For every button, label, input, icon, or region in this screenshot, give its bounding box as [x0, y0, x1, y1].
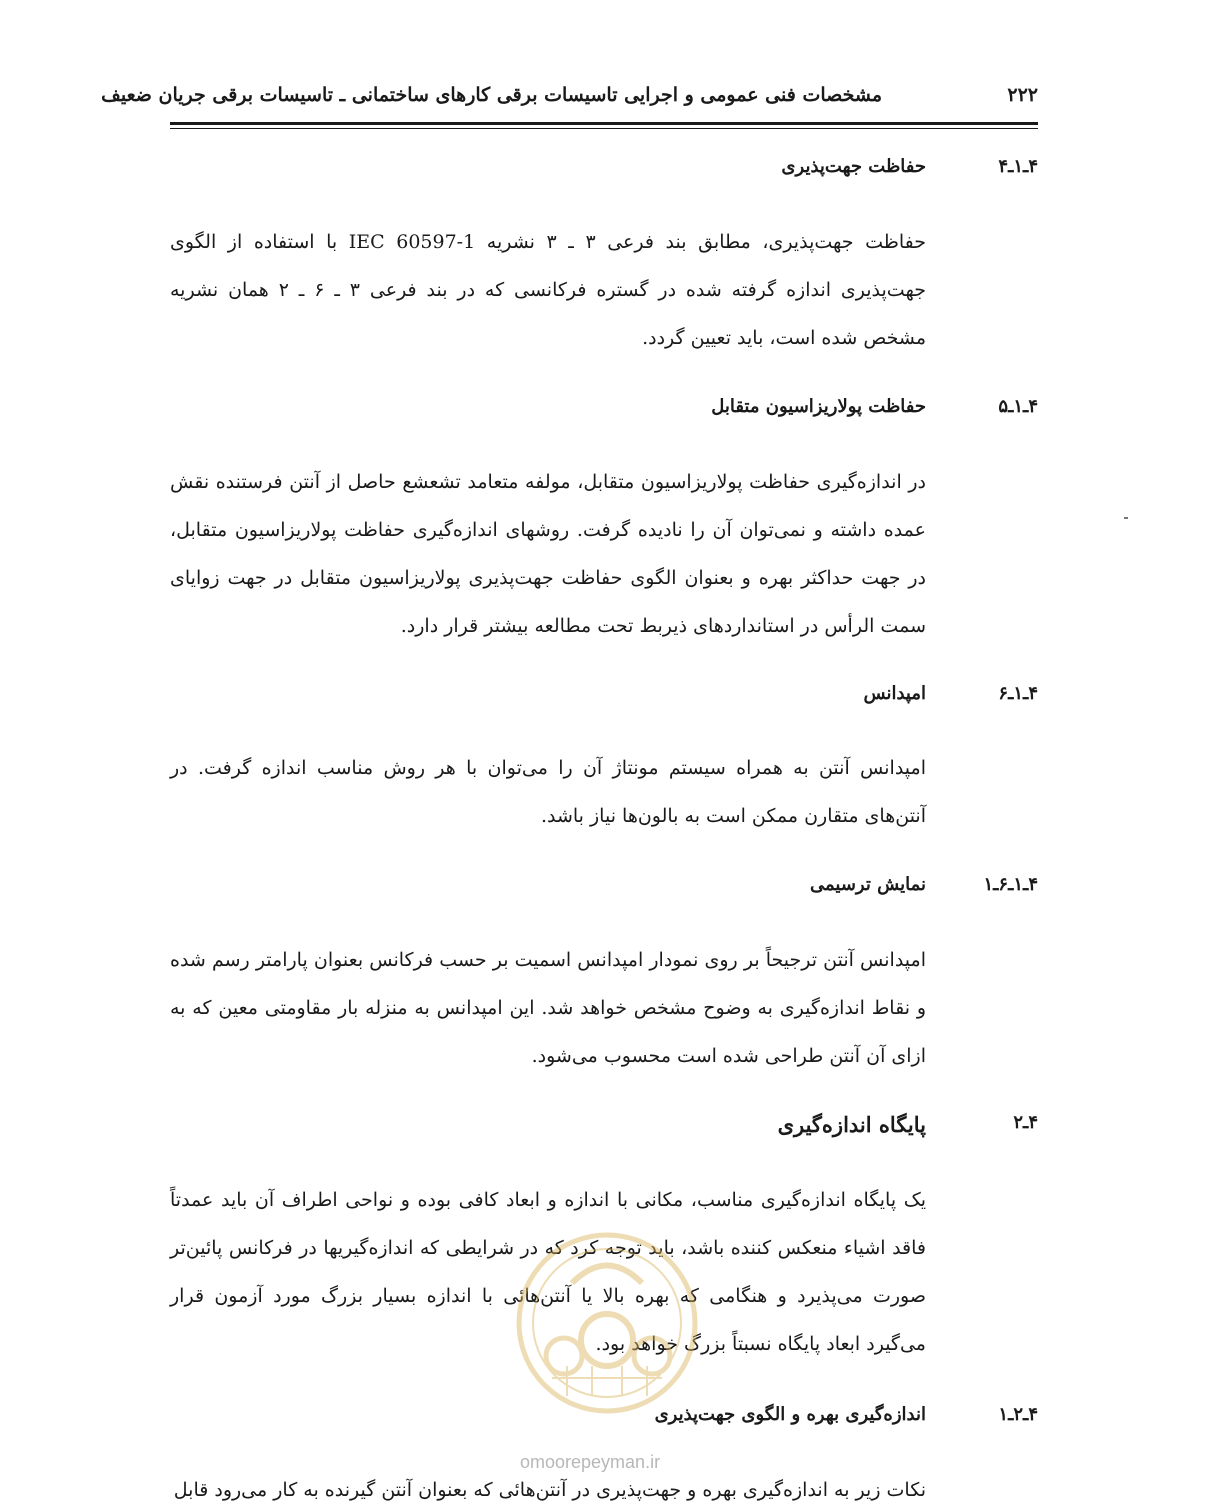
scan-mark: [1124, 517, 1128, 519]
section-body-4-2-1: نکات زیر به اندازه‌گیری بهره و جهت‌پذیری در آنتن‌هائی که بعنوان آنتن گیرنده به کار می‌رود قابل: [173, 1479, 926, 1501]
section-title: حفاظت جهت‌پذیری: [781, 156, 926, 177]
header-rule-thin: [170, 128, 1038, 129]
section-title: نمایش ترسیمی: [810, 874, 926, 895]
page-number: ۲۲۲: [1007, 84, 1038, 106]
section-number: ۴ـ۱ـ۶: [998, 683, 1038, 704]
header-rule-thick: [170, 122, 1038, 125]
section-number: ۴ـ۱ـ۵: [998, 396, 1038, 417]
running-header: [101, 84, 1038, 114]
section-title: امپدانس: [863, 683, 926, 704]
section-title: اندازه‌گیری بهره و الگوی جهت‌پذیری: [654, 1404, 926, 1425]
section-number: ۴ـ۲: [1013, 1112, 1038, 1133]
section-body-4-2: یک پایگاه اندازه‌گیری مناسب، مکانی با اندازه و ابعاد کافی بوده و نواحی اطراف آن باید عمدتاً فاقد اشیاء منعکس کننده باشد، باید توجه کرد که در شرایطی که اندازه‌گیریها در فرکانس پائین‌تر صورت می‌پذیرد و هنگامی که بهره بالا یا آنتن‌هائی با اندازه بسیار بزرگ مورد آزمون قرار می‌گیرد ابعاد پایگاه نسبتاً بزرگ خواهد بود.: [170, 1189, 926, 1355]
section-body-4-1-6-1: امپدانس آنتن ترجیحاً بر روی نمودار امپدانس اسمیت بر حسب فرکانس بعنوان پارامتر رسم شده و نقاط اندازه‌گیری به وضوح مشخص خواهد شد. این امپدانس به منزله بار مقاومتی معین که به ازای آن آنتن طراحی شده است محسوب می‌شود.: [170, 949, 926, 1067]
section-title: پایگاه اندازه‌گیری: [777, 1112, 926, 1137]
section-number: ۴ـ۱ـ۶ـ۱: [983, 874, 1038, 895]
section-title: حفاظت پولاریزاسیون متقابل: [711, 396, 926, 417]
section-body-4-1-4: حفاظت جهت‌پذیری، مطابق بند فرعی ۳ ـ ۳ نشریه IEC 60597-1 با استفاده از الگوی جهت‌پذیری اندازه گرفته شده در گستره فرکانسی که در بند فرعی ۳ ـ ۶ ـ ۲ همان نشریه مشخص شده است، باید تعیین گردد.: [170, 231, 926, 349]
header-title: مشخصات فنی عمومی و اجرایی تاسیسات برقی کارهای ساختمانی ـ تاسیسات برقی جریان ضعیف: [101, 84, 882, 106]
section-body-4-1-5: در اندازه‌گیری حفاظت پولاریزاسیون متقابل، مولفه متعامد تشعشع حاصل از آنتن فرستنده نقش عمده داشته و نمی‌توان آن را نادیده گرفت. روشهای اندازه‌گیری حفاظت پولاریزاسیون متقابل، در جهت حداکثر بهره و بعنوان الگوی حفاظت جهت‌پذیری پولاریزاسیون متقابل در جهت زوایای سمت الرأس در استانداردهای ذیربط تحت مطالعه بیشتر قرار دارد.: [170, 471, 926, 637]
section-number: ۴ـ۲ـ۱: [998, 1404, 1038, 1425]
watermark-text: omoorepeyman.ir: [520, 1452, 661, 1472]
section-number: ۴ـ۱ـ۴: [998, 156, 1038, 177]
section-body-4-1-6: امپدانس آنتن به همراه سیستم مونتاژ آن را می‌توان با هر روش مناسب اندازه گرفت. در آنتن‌های متقارن ممکن است به بالون‌ها نیاز باشد.: [170, 757, 926, 827]
